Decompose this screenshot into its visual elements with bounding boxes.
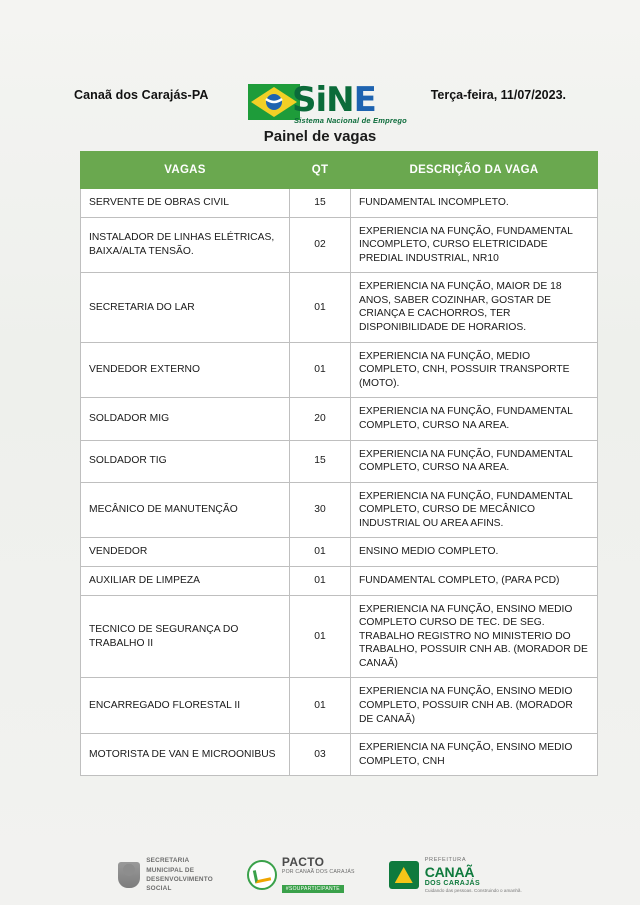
- secretaria-line2: MUNICIPAL DE: [146, 866, 195, 874]
- cell-qt: 01: [290, 273, 351, 342]
- cell-qt: 01: [290, 538, 351, 567]
- secretaria-logo-text: [146, 856, 213, 893]
- cell-qt: 01: [290, 566, 351, 595]
- table-row: [81, 273, 598, 342]
- table-row: [81, 440, 598, 482]
- table-row: [81, 217, 598, 273]
- table-header-row: [81, 152, 598, 189]
- cell-vaga: AUXILIAR DE LIMPEZA: [81, 566, 290, 595]
- prefeitura-small: PREFEITURA: [424, 857, 467, 864]
- page-title: Painel de vagas: [263, 128, 377, 145]
- secretaria-line3: DESENVOLVIMENTO: [146, 876, 213, 883]
- cell-descricao: EXPERIENCIA NA FUNÇÃO, ENSINO MEDIO COMPLETO, POSSUIR CNH AB. (MORADOR DE CANAÃ): [351, 678, 598, 734]
- cell-vaga: TECNICO DE SEGURANÇA DO TRABALHO II: [81, 595, 290, 678]
- sine-wordmark: SiNE: [292, 80, 376, 120]
- cell-vaga: ENCARREGADO FLORESTAL II: [81, 678, 290, 734]
- cell-descricao: ENSINO MEDIO COMPLETO.: [351, 538, 598, 567]
- pacto-tag: #SOUPARTICIPANTE: [282, 885, 344, 893]
- prefeitura-big: CANAÃ: [424, 863, 475, 880]
- prefeitura-tagline: Cuidando das pessoas. Construindo o amanhã.: [424, 887, 522, 893]
- table-row: [81, 482, 598, 538]
- cell-vaga: SECRETARIA DO LAR: [81, 273, 290, 342]
- column-header-vagas: VAGAS: [81, 152, 290, 189]
- cell-qt: 15: [290, 440, 351, 482]
- cell-vaga: SERVENTE DE OBRAS CIVIL: [81, 189, 290, 218]
- cell-descricao: EXPERIENCIA NA FUNÇÃO, FUNDAMENTAL INCOMPLETO, CURSO ELETRICIDADE PREDIAL INDUSTRIAL, NR10: [351, 217, 598, 273]
- table-row: [81, 189, 598, 218]
- table-row: [81, 566, 598, 595]
- cell-vaga: MOTORISTA DE VAN E MICROONIBUS: [81, 734, 290, 776]
- column-header-descricao: DESCRIÇÃO DA VAGA: [351, 152, 598, 189]
- table-row: [81, 734, 598, 776]
- pacto-title: PACTO: [281, 855, 325, 870]
- header-city: Canaã dos Carajás-PA: [74, 88, 209, 102]
- cell-descricao: EXPERIENCIA NA FUNÇÃO, FUNDAMENTAL COMPLETO, CURSO DE MECÂNICO INDUSTRIAL OU AREA AFINS.: [351, 482, 598, 538]
- cell-descricao: EXPERIENCIA NA FUNÇÃO, FUNDAMENTAL COMPLETO, CURSO NA AREA.: [351, 440, 598, 482]
- cell-vaga: SOLDADOR TIG: [81, 440, 290, 482]
- cell-vaga: VENDEDOR EXTERNO: [81, 342, 290, 398]
- cell-qt: 30: [290, 482, 351, 538]
- table-body: [81, 189, 598, 776]
- document-footer: [0, 852, 640, 898]
- secretaria-line1: SECRETARIA: [146, 857, 190, 865]
- document-header: [0, 78, 640, 145]
- cell-vaga: INSTALADOR DE LINHAS ELÉTRICAS, BAIXA/ALTA TENSÃO.: [81, 217, 290, 273]
- prefeitura-mark-icon: [389, 861, 419, 889]
- cell-vaga: VENDEDOR: [81, 538, 290, 567]
- cell-qt: 01: [290, 595, 351, 678]
- pacto-subtitle: POR CANAÃ DOS CARAJÁS: [281, 869, 355, 876]
- cell-descricao: FUNDAMENTAL COMPLETO, (PARA PCD): [351, 566, 598, 595]
- vagas-table: [80, 151, 598, 776]
- table-row: [81, 538, 598, 567]
- secretaria-line4: SOCIAL: [146, 885, 172, 893]
- sine-subtitle: Sistema Nacional de Emprego: [294, 116, 407, 125]
- logo-prefeitura-canaa: [389, 855, 522, 895]
- pacto-mark-icon: [247, 860, 277, 890]
- prefeitura-mid: DOS CARAJÁS: [424, 879, 481, 887]
- cell-qt: 20: [290, 398, 351, 440]
- header-date: Terça-feira, 11/07/2023.: [430, 88, 566, 102]
- cell-vaga: SOLDADOR MIG: [81, 398, 290, 440]
- table-row: [81, 342, 598, 398]
- vagas-table-wrapper: [80, 151, 588, 776]
- secretaria-mark-icon: [118, 862, 140, 888]
- cell-descricao: FUNDAMENTAL INCOMPLETO.: [351, 189, 598, 218]
- cell-qt: 01: [290, 342, 351, 398]
- cell-descricao: EXPERIENCIA NA FUNÇÃO, MAIOR DE 18 ANOS, SABER COZINHAR, GOSTAR DE CRIANÇA E CACHORROS, TER DISPONIBILIDADE DE HORARIOS.: [351, 273, 598, 342]
- table-row: [81, 398, 598, 440]
- cell-descricao: EXPERIENCIA NA FUNÇÃO, ENSINO MEDIO COMPLETO CURSO DE TEC. DE SEG. TRABALHO REGISTRO NO MINISTERIO DO TRABALHO, POSSUIR CNH AB. (MORADOR DE CANAÃ): [351, 595, 598, 678]
- cell-vaga: MECÂNICO DE MANUTENÇÃO: [81, 482, 290, 538]
- table-row: [81, 595, 598, 678]
- cell-descricao: EXPERIENCIA NA FUNÇÃO, FUNDAMENTAL COMPLETO, CURSO NA AREA.: [351, 398, 598, 440]
- logo-secretaria-desenvolvimento-social: [118, 855, 213, 895]
- logo-pacto: [247, 855, 355, 895]
- cell-qt: 15: [290, 189, 351, 218]
- column-header-qt: QT: [290, 152, 351, 189]
- cell-descricao: EXPERIENCIA NA FUNÇÃO, MEDIO COMPLETO, CNH, POSSUIR TRANSPORTE (MOTO).: [351, 342, 598, 398]
- table-head: [81, 152, 598, 189]
- cell-qt: 02: [290, 217, 351, 273]
- table-row: [81, 678, 598, 734]
- cell-qt: 01: [290, 678, 351, 734]
- cell-qt: 03: [290, 734, 351, 776]
- cell-descricao: EXPERIENCIA NA FUNÇÃO, ENSINO MEDIO COMPLETO, CNH: [351, 734, 598, 776]
